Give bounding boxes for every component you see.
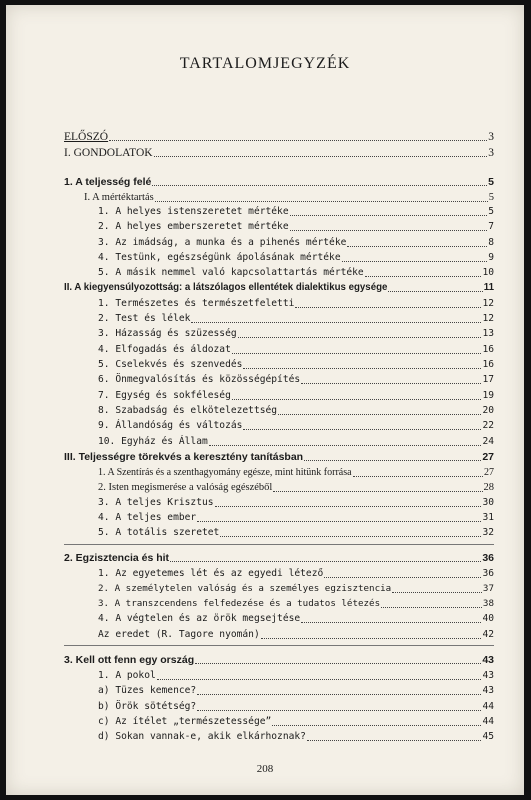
- toc-entry-page: 45: [482, 731, 494, 742]
- toc-entry: [64, 551, 494, 565]
- toc-entry: [64, 281, 494, 295]
- toc-entry: [98, 205, 494, 219]
- toc-entry: [64, 130, 494, 144]
- toc-entry-text: I. A mértéktartás: [84, 192, 154, 203]
- toc-entry-text: 1. Az egyetemes lét és az egyedi létező: [98, 568, 324, 579]
- toc-entry-text: 2. A helyes emberszeretet mértéke: [98, 221, 289, 232]
- toc-entry-text: I. GONDOLATOK: [64, 147, 153, 159]
- toc-entry: [98, 266, 494, 280]
- toc-entry-text: 5. Cselekvés és szenvedés: [98, 359, 243, 370]
- page-number: 208: [256, 763, 274, 775]
- toc-entry: [98, 715, 494, 729]
- toc-entry-page: 38: [482, 598, 494, 609]
- toc-entry: [98, 358, 494, 372]
- toc-entry: [98, 582, 494, 596]
- toc-entry-page: 31: [482, 512, 494, 523]
- toc-entry: [98, 511, 494, 525]
- toc-entry-page: 19: [482, 390, 494, 401]
- toc-entry-text: 5. A totális szeretet: [98, 527, 220, 538]
- toc-entry-text: 2. Test és lélek: [98, 313, 191, 324]
- toc-entry: [98, 343, 494, 357]
- toc-entry-page: 37: [482, 583, 494, 594]
- toc-entry: [64, 653, 494, 667]
- toc-entry-page: 42: [482, 629, 494, 640]
- toc-entry-page: 22: [482, 420, 494, 431]
- toc-entry-page: 27: [482, 451, 494, 463]
- toc-entry-page: 43: [482, 670, 494, 681]
- toc-entry-page: 12: [482, 298, 494, 309]
- toc-entry-text: II. A kiegyensúlyozottság: a látszólagos ellentétek dialektikus egysége: [64, 282, 388, 293]
- toc-entry: [98, 419, 494, 433]
- section-divider: [64, 544, 494, 545]
- toc-entry-page: 3: [488, 131, 494, 143]
- toc-entry: [98, 312, 494, 326]
- toc-entry-page: 43: [482, 685, 494, 696]
- toc-entry-page: 32: [482, 527, 494, 538]
- toc-entry-page: 28: [483, 482, 494, 493]
- toc-entry-text: d) Sokan vannak-e, akik elkárhoznak?: [98, 731, 306, 742]
- toc-entry: [98, 628, 494, 642]
- toc-entry-text: 4. A teljes ember: [98, 512, 197, 523]
- toc-entry-text: 5. A másik nemmel való kapcsolattartás mértéke: [98, 267, 364, 278]
- toc-entry: [98, 684, 494, 698]
- toc-entry: [98, 612, 494, 626]
- toc-entry-page: 27: [484, 467, 494, 478]
- toc-entry-page: 36: [482, 568, 494, 579]
- toc-entry: [98, 220, 494, 234]
- toc-entry-page: 16: [482, 344, 494, 355]
- book-page: [6, 5, 524, 795]
- toc-entry-text: 6. Önmegvalósítás és közösségépítés: [98, 374, 301, 385]
- toc-entry-text: ELŐSZÓ: [64, 131, 109, 143]
- toc-entry: [98, 404, 494, 418]
- toc-entry: [98, 567, 494, 581]
- toc-entry-text: 4. Elfogadás és áldozat: [98, 344, 231, 355]
- toc-entry-page: 44: [482, 716, 494, 727]
- toc-entry-text: 3. Házasság és szüzesség: [98, 328, 237, 339]
- toc-entry-text: 1. A helyes istenszeretet mértéke: [98, 206, 289, 217]
- toc-entry: [98, 236, 494, 250]
- toc-entry-text: 2. Egzisztencia és hit: [64, 552, 170, 564]
- toc-entry-page: 7: [488, 221, 494, 232]
- toc-entry-page: 43: [482, 654, 494, 666]
- toc-entry-text: b) Örök sötétség?: [98, 701, 197, 712]
- toc-entry-text: 3. A transzcendens felfedezése és a tudatos létezés: [98, 598, 381, 609]
- toc-entry-text: 1. A Szentírás és a szenthagyomány egésze, mint hitünk forrása: [98, 467, 352, 478]
- toc-entry: [98, 466, 494, 480]
- toc-entry: [98, 373, 494, 387]
- toc-entry: [98, 730, 494, 744]
- toc-entry-text: 1. A teljesség felé: [64, 176, 152, 188]
- toc-entry-page: 36: [482, 552, 494, 564]
- toc-entry-page: 5: [488, 192, 494, 203]
- toc-entry-page: 3: [488, 147, 494, 159]
- toc-entry-text: 3. Kell ott fenn egy ország: [64, 654, 195, 666]
- toc-entry: [98, 481, 494, 495]
- toc-entry-text: 4. Testünk, egészségünk ápolásának mértéke: [98, 252, 341, 263]
- toc-entry-text: III. Teljességre törekvés a keresztény tanításban: [64, 451, 304, 463]
- toc-entry-page: 30: [482, 497, 494, 508]
- toc-entry-page: 20: [482, 405, 494, 416]
- toc-entry: [98, 389, 494, 403]
- toc-entry: [98, 526, 494, 540]
- toc-entry-page: 5: [488, 176, 494, 188]
- toc-entry-page: 17: [482, 374, 494, 385]
- toc-entry: [98, 669, 494, 683]
- toc-entry-page: 9: [488, 252, 494, 263]
- toc-entry: [98, 496, 494, 510]
- toc-entry-page: 10: [482, 267, 494, 278]
- toc-entry-text: c) Az ítélet „természetessége”: [98, 716, 272, 727]
- toc-entry-text: 3. Az imádság, a munka és a pihenés mértéke: [98, 237, 347, 248]
- toc-entry-text: 7. Egység és sokféleség: [98, 390, 231, 401]
- toc-entry-text: 8. Szabadság és elkötelezettség: [98, 405, 278, 416]
- toc-entry: [64, 450, 494, 464]
- toc-entry-page: 13: [482, 328, 494, 339]
- toc-entry: [98, 297, 494, 311]
- toc-entry: [98, 700, 494, 714]
- toc-entry-text: 4. A végtelen és az örök megsejtése: [98, 613, 301, 624]
- toc-entry: [98, 327, 494, 341]
- toc-entry-text: a) Tüzes kemence?: [98, 685, 197, 696]
- toc-entry-text: 1. Természetes és természetfeletti: [98, 298, 295, 309]
- toc-entry-page: 44: [482, 701, 494, 712]
- toc-entry-page: 8: [488, 237, 494, 248]
- toc-entry: [64, 175, 494, 189]
- toc-entry-page: 12: [482, 313, 494, 324]
- page-title: TARTALOMJEGYZÉK: [179, 55, 351, 72]
- toc-entry-text: 2. Isten megismerése a valóság egészéből: [98, 482, 273, 493]
- toc-entry-text: 3. A teljes Krisztus: [98, 497, 214, 508]
- toc-entry-text: 10. Egyház és Állam: [98, 436, 208, 447]
- toc-entry-text: 2. A személytelen valóság és a személyes egzisztencia: [98, 583, 392, 594]
- toc-entry: [98, 597, 494, 611]
- toc-entry-text: 9. Állandóság és változás: [98, 420, 243, 431]
- toc-entry-text: 1. A pokol: [98, 670, 156, 681]
- toc-entry: [64, 146, 494, 160]
- toc-entry: [84, 191, 494, 205]
- toc-entry-page: 40: [482, 613, 494, 624]
- toc-entry: [98, 435, 494, 449]
- section-divider: [64, 645, 494, 646]
- toc-entry-page: 5: [488, 206, 494, 217]
- toc-entry-text: Az eredet (R. Tagore nyomán): [98, 629, 260, 640]
- toc-entry-page: 11: [483, 282, 494, 293]
- toc-entry-page: 16: [482, 359, 494, 370]
- toc-entry-page: 24: [482, 436, 494, 447]
- toc-entry: [98, 251, 494, 265]
